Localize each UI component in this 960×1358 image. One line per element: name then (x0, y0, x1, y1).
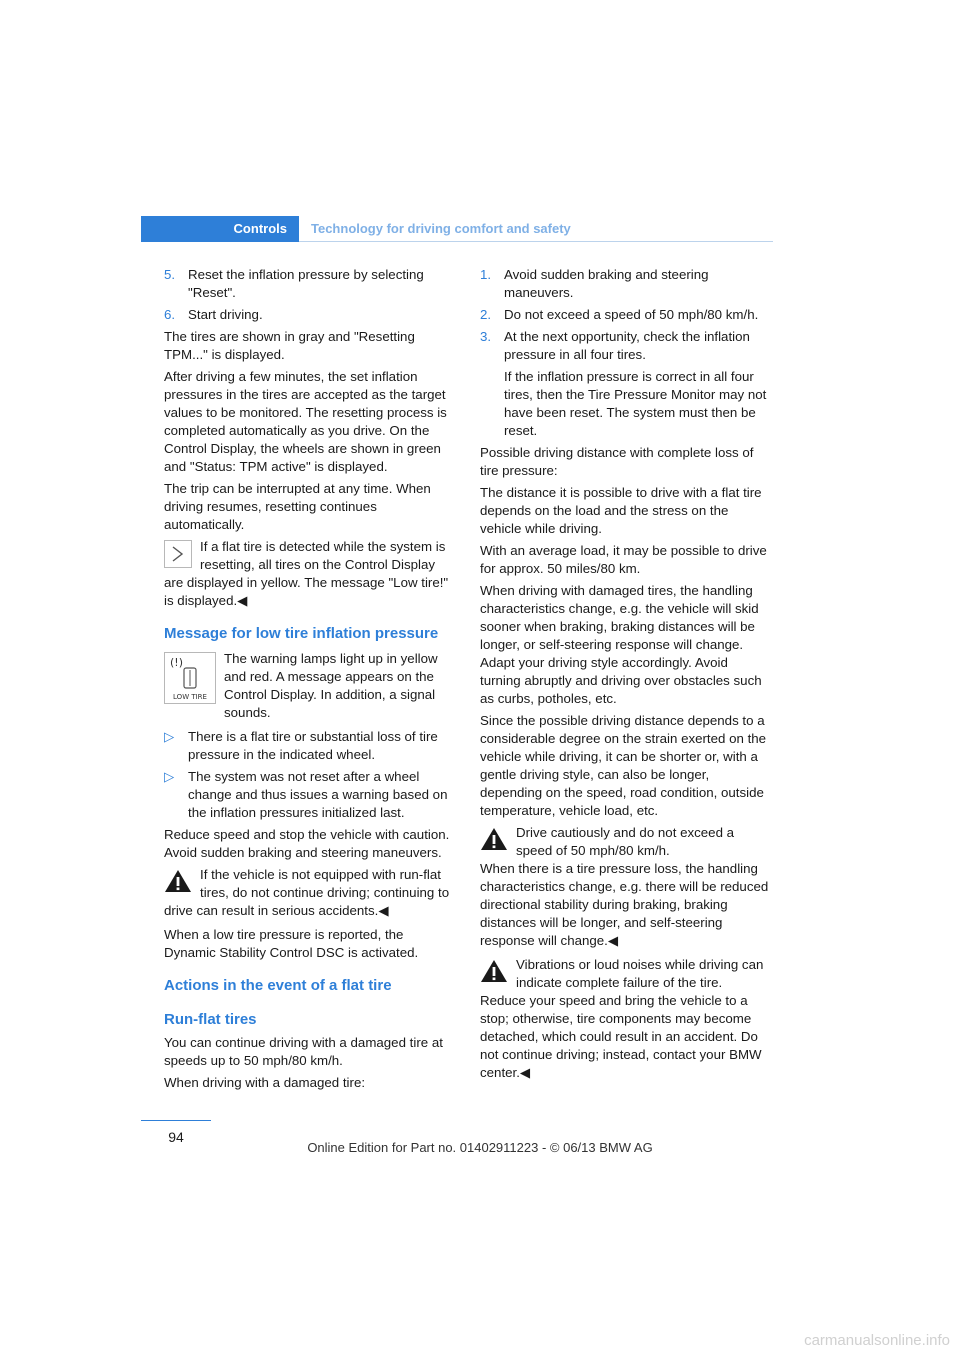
footer-edition: Online Edition for Part no. 01402911223 - © 06/13 BMW AG (307, 1140, 653, 1155)
header-section-label: Controls (141, 216, 299, 242)
header-rule (299, 241, 773, 242)
paragraph: The tires are shown in gray and "Resetting TPM..." is displayed. (164, 329, 415, 362)
note-text: If a flat tire is detected while the system is resetting, all tires on the Control Display are displayed in yellow. The message "Low tire!" is displayed.◀ (164, 539, 449, 608)
bullet-arrow: ▷ (164, 769, 175, 784)
step-3-detail: If the inflation pressure is correct in all four tires, then the Tire Pressure Monitor may not have been reset. The system must then be reset. (504, 369, 767, 438)
paragraph: Possible driving distance with complete loss of tire pressure: (480, 445, 754, 478)
warning-block (480, 824, 772, 950)
paragraph: The trip can be interrupted at any time. When driving resumes, resetting continues automatically. (164, 481, 431, 532)
step-2 (480, 306, 772, 324)
step-text: Avoid sudden braking and steering maneuvers. (504, 267, 709, 300)
step-1 (480, 266, 772, 302)
subsection-heading-runflat: Run-flat tires (164, 1011, 257, 1028)
warning-text: Vibrations or loud noises while driving can indicate complete failure of the tire. (516, 957, 764, 990)
low-tire-block (164, 650, 456, 722)
warning-triangle-icon (164, 868, 192, 894)
header-chapter-title: Technology for driving comfort and safety (311, 221, 571, 236)
paragraph: Reduce speed and stop the vehicle with caution. Avoid sudden braking and steering maneuvers. (164, 827, 450, 860)
warning-block (480, 956, 772, 1082)
paragraph: When driving with damaged tires, the handling characteristics change, e.g. the vehicle will skid sooner when braking, braking distances will be longer, or self-steering response will change. Adapt your driving style accordingly. Avoid turning abruptly and driving over obstacles such as curbs, potholes, etc. (480, 583, 762, 706)
section-heading-actions: Actions in the event of a flat tire (164, 977, 392, 994)
low-tire-warning-icon (164, 652, 216, 704)
page-header (141, 216, 773, 242)
paragraph: Since the possible driving distance depends to a considerable degree on the strain exerted on the vehicle while driving, it can be shorter or, with a gentle driving style, can also be longer, depending on the speed, road condition, outside temperature, vehicle load, etc. (480, 713, 767, 818)
bullet-arrow: ▷ (164, 729, 175, 744)
step-number: 2. (480, 307, 492, 322)
step-5 (164, 266, 456, 302)
paragraph: After driving a few minutes, the set inflation pressures in the tires are accepted as the target values to be monitored. The resetting process is completed automatically as you drive. On the Control Display, the wheels are shown in green and "Status: TPM active" is displayed. (164, 369, 447, 474)
bullet-text: There is a flat tire or substantial loss of tire pressure in the indicated wheel. (188, 729, 438, 762)
note-arrow-icon (164, 540, 192, 568)
step-number: 3. (480, 329, 492, 344)
warning-triangle-icon (480, 958, 508, 984)
note-block (164, 538, 456, 610)
low-tire-label: LOW TIRE (173, 693, 207, 701)
warning-text: If the vehicle is not equipped with run-flat tires, do not continue driving; continuing to drive can result in serious accidents.◀ (164, 867, 450, 918)
warning-block (164, 866, 456, 920)
paragraph: You can continue driving with a damaged tire at speeds up to 50 mph/80 km/h. (164, 1035, 443, 1068)
paragraph: With an average load, it may be possible to drive for approx. 50 miles/80 km. (480, 543, 767, 576)
warning-text: Drive cautiously and do not exceed a speed of 50 mph/80 km/h. (516, 825, 735, 858)
right-column (480, 266, 772, 1088)
footer-rule (141, 1120, 211, 1121)
section-heading-low-pressure: Message for low tire inflation pressure (164, 625, 439, 642)
step-text: Start driving. (188, 307, 263, 322)
step-text: At the next opportunity, check the inflation pressure in all four tires. (504, 329, 750, 362)
watermark: carmanualsonline.info (804, 1332, 950, 1349)
lamp-text: The warning lamps light up in yellow and red. A message appears on the Control Display. In addition, a signal sounds. (224, 651, 438, 720)
svg-text:(!): (!) (170, 656, 183, 669)
step-6 (164, 306, 456, 324)
bullet-item (164, 768, 456, 822)
bullet-item (164, 728, 456, 764)
step-number: 1. (480, 267, 492, 282)
page-number: 94 (168, 1129, 184, 1145)
step-text: Reset the inflation pressure by selecting "Reset". (188, 267, 424, 300)
paragraph: The distance it is possible to drive with a flat tire depends on the load and the stress on the vehicle while driving. (480, 485, 762, 536)
left-column (164, 266, 456, 1096)
paragraph: When a low tire pressure is reported, the Dynamic Stability Control DSC is activated. (164, 927, 419, 960)
step-number: 6. (164, 307, 176, 322)
step-text: Do not exceed a speed of 50 mph/80 km/h. (504, 307, 759, 322)
warning-text-continued: Reduce your speed and bring the vehicle to a stop; otherwise, tire components may become detached, which could result in an accident. Do not continue driving; instead, contact your BMW center.◀ (480, 993, 762, 1080)
bullet-text: The system was not reset after a wheel change and thus issues a warning based on the inflation pressures initialized last. (188, 769, 448, 820)
step-3 (480, 328, 772, 364)
paragraph: When driving with a damaged tire: (164, 1075, 366, 1090)
step-number: 5. (164, 267, 176, 282)
warning-text-continued: When there is a tire pressure loss, the handling characteristics change, e.g. there will be reduced directional stability during braking, braking distances will be longer, and self-steering response will change.◀ (480, 861, 769, 948)
warning-triangle-icon (480, 826, 508, 852)
